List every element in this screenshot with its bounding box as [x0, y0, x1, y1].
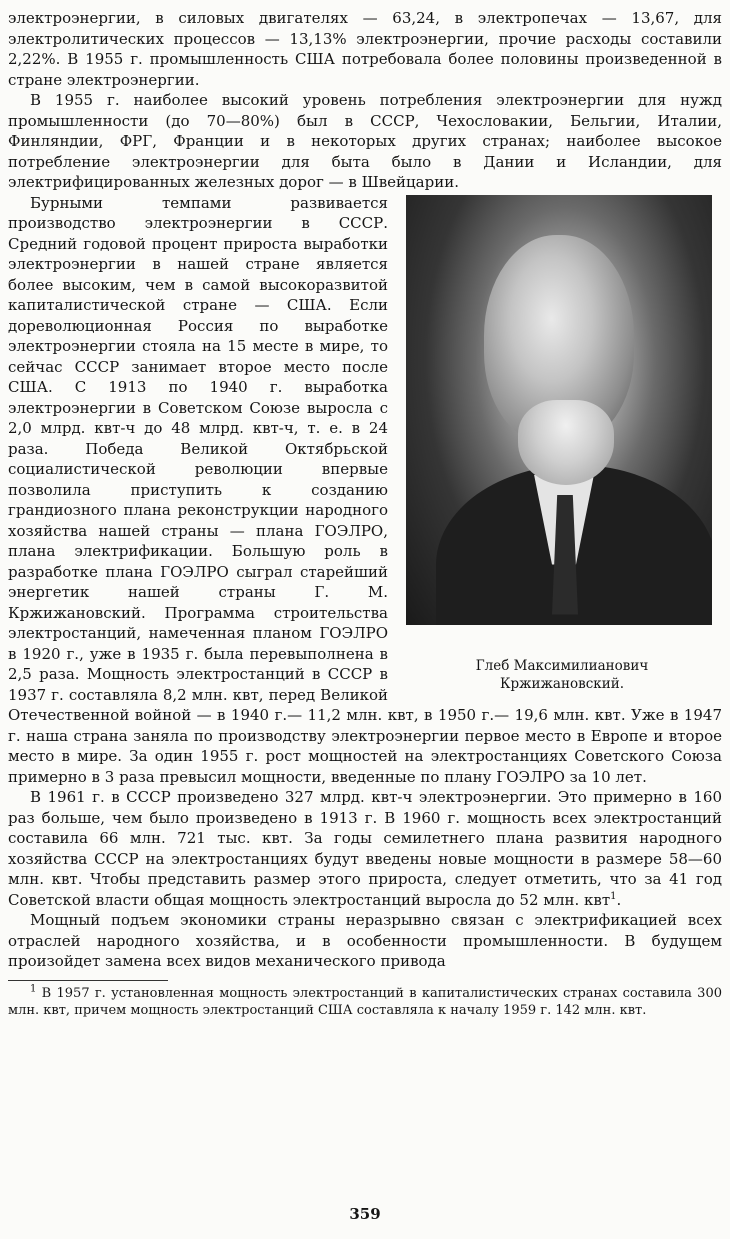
paragraph-3: Бурными темпами развивается производство электроэнергии в СССР. Средний годовой процент прироста выработки электроэнергии в нашей стране является более высоким, чем в самой высокоразвитой капиталистической стране — США. Если дореволюционная Россия по выработке электроэнергии стояла на 15 месте в мире, то сейчас СССР занимает второе место после США. С 1913 по 1940 г. выработка электроэнергии в Советском Союзе выросла с 2,0 млрд. квт-ч до 48 млрд. квт-ч, т. е. в 24 раза. Победа Великой Октябрьской социалистической революции впервые позволила приступить к созданию грандиозного плана реконструкции народного хозяйства нашей страны — плана ГОЭЛРО, плана электрификации. Большую роль в разработке плана ГОЭЛРО сыграл старейший энергетик нашей страны Г. М. Кржижановский. Программа строительства электростанций, намеченная планом ГОЭЛРО в 1920 г., уже в 1935 г. была перевыполнена в 2,5 раза. Мощность электростанций в СССР в 1937 г. составляла 8,2 млн. квт, перед Великой Отечественной войной — в 1940 г.— 11,2 млн. квт, в 1950 г.— 19,6 млн. квт. Уже в 1947 г. наша страна заняла по производству электроэнергии первое место в Европе и второе место в мире. За один 1955 г. рост мощностей на электростанциях Советского Союза примерно в 3 раза превысил мощности, введенные по плану ГОЭЛРО за 10 лет. — [8, 193, 722, 786]
paragraph-5: Мощный подъем экономики страны неразрывно связан с электрификацией всех отраслей народного хозяйства, и в особенности промышленности. В будущем произойдет замена всех видов механического привода — [8, 911, 722, 970]
paragraph-4 — [8, 787, 722, 910]
footnote-ref: 1 — [610, 890, 617, 902]
footnote — [8, 985, 722, 1019]
footnote-marker: 1 — [30, 983, 37, 995]
portrait-photo — [406, 195, 712, 625]
footnote-divider — [8, 980, 168, 981]
caption-line-1: Глеб Максимилианович — [475, 657, 649, 674]
footnote-text: В 1957 г. установленная мощность электростанций в капиталистических странах составила 300 млн. квт, причем мощность электростанций США составляла к началу 1959 г. 142 млн. квт. — [8, 985, 722, 1018]
paragraph-4-end: . — [616, 890, 622, 909]
figure-caption — [402, 657, 722, 693]
paragraph-2-text: В 1955 г. наиболее высокий уровень потребления электроэнергии для нужд промышленности (до 70—80%) был в СССР, Чехословакии, Бельгии, Италии, Финляндии, ФРГ, Франции и в некоторых других странах; наиболее высокое потребление электроэнергии для быта было в Дании и Исландии, для электрифицированных железных дорог — в Швейцарии. — [8, 91, 722, 191]
paragraph-2 — [8, 90, 722, 193]
caption-line-2: Кржижановский. — [500, 675, 624, 692]
paragraph-4-text: В 1961 г. в СССР произведено 327 млрд. квт-ч электроэнергии. Это примерно в 160 раз больше, чем было произведено в 1913 г. В 1960 г. мощность всех электростанций составила 66 млн. 721 тыс. квт. За годы семилетнего плана развития народного хозяйства СССР на электростанциях будут введены новые мощности в размере 58—60 млн. квт. Чтобы представить размер этого прироста, следует отметить, что за 41 год Советской власти общая мощность электростанций выросла до 52 млн. квт — [8, 788, 722, 909]
portrait-figure — [402, 195, 722, 701]
paragraph-1: электроэнергии, в силовых двигателях — 63,24, в электропечах — 13,67, для электролитических процессов — 13,13% электроэнергии, прочие расходы составили 2,22%. В 1955 г. промышленность США потребовала более половины произведенной в стране электроэнергии. — [8, 9, 722, 89]
body-text — [8, 8, 722, 972]
page-number: 359 — [349, 1205, 381, 1223]
